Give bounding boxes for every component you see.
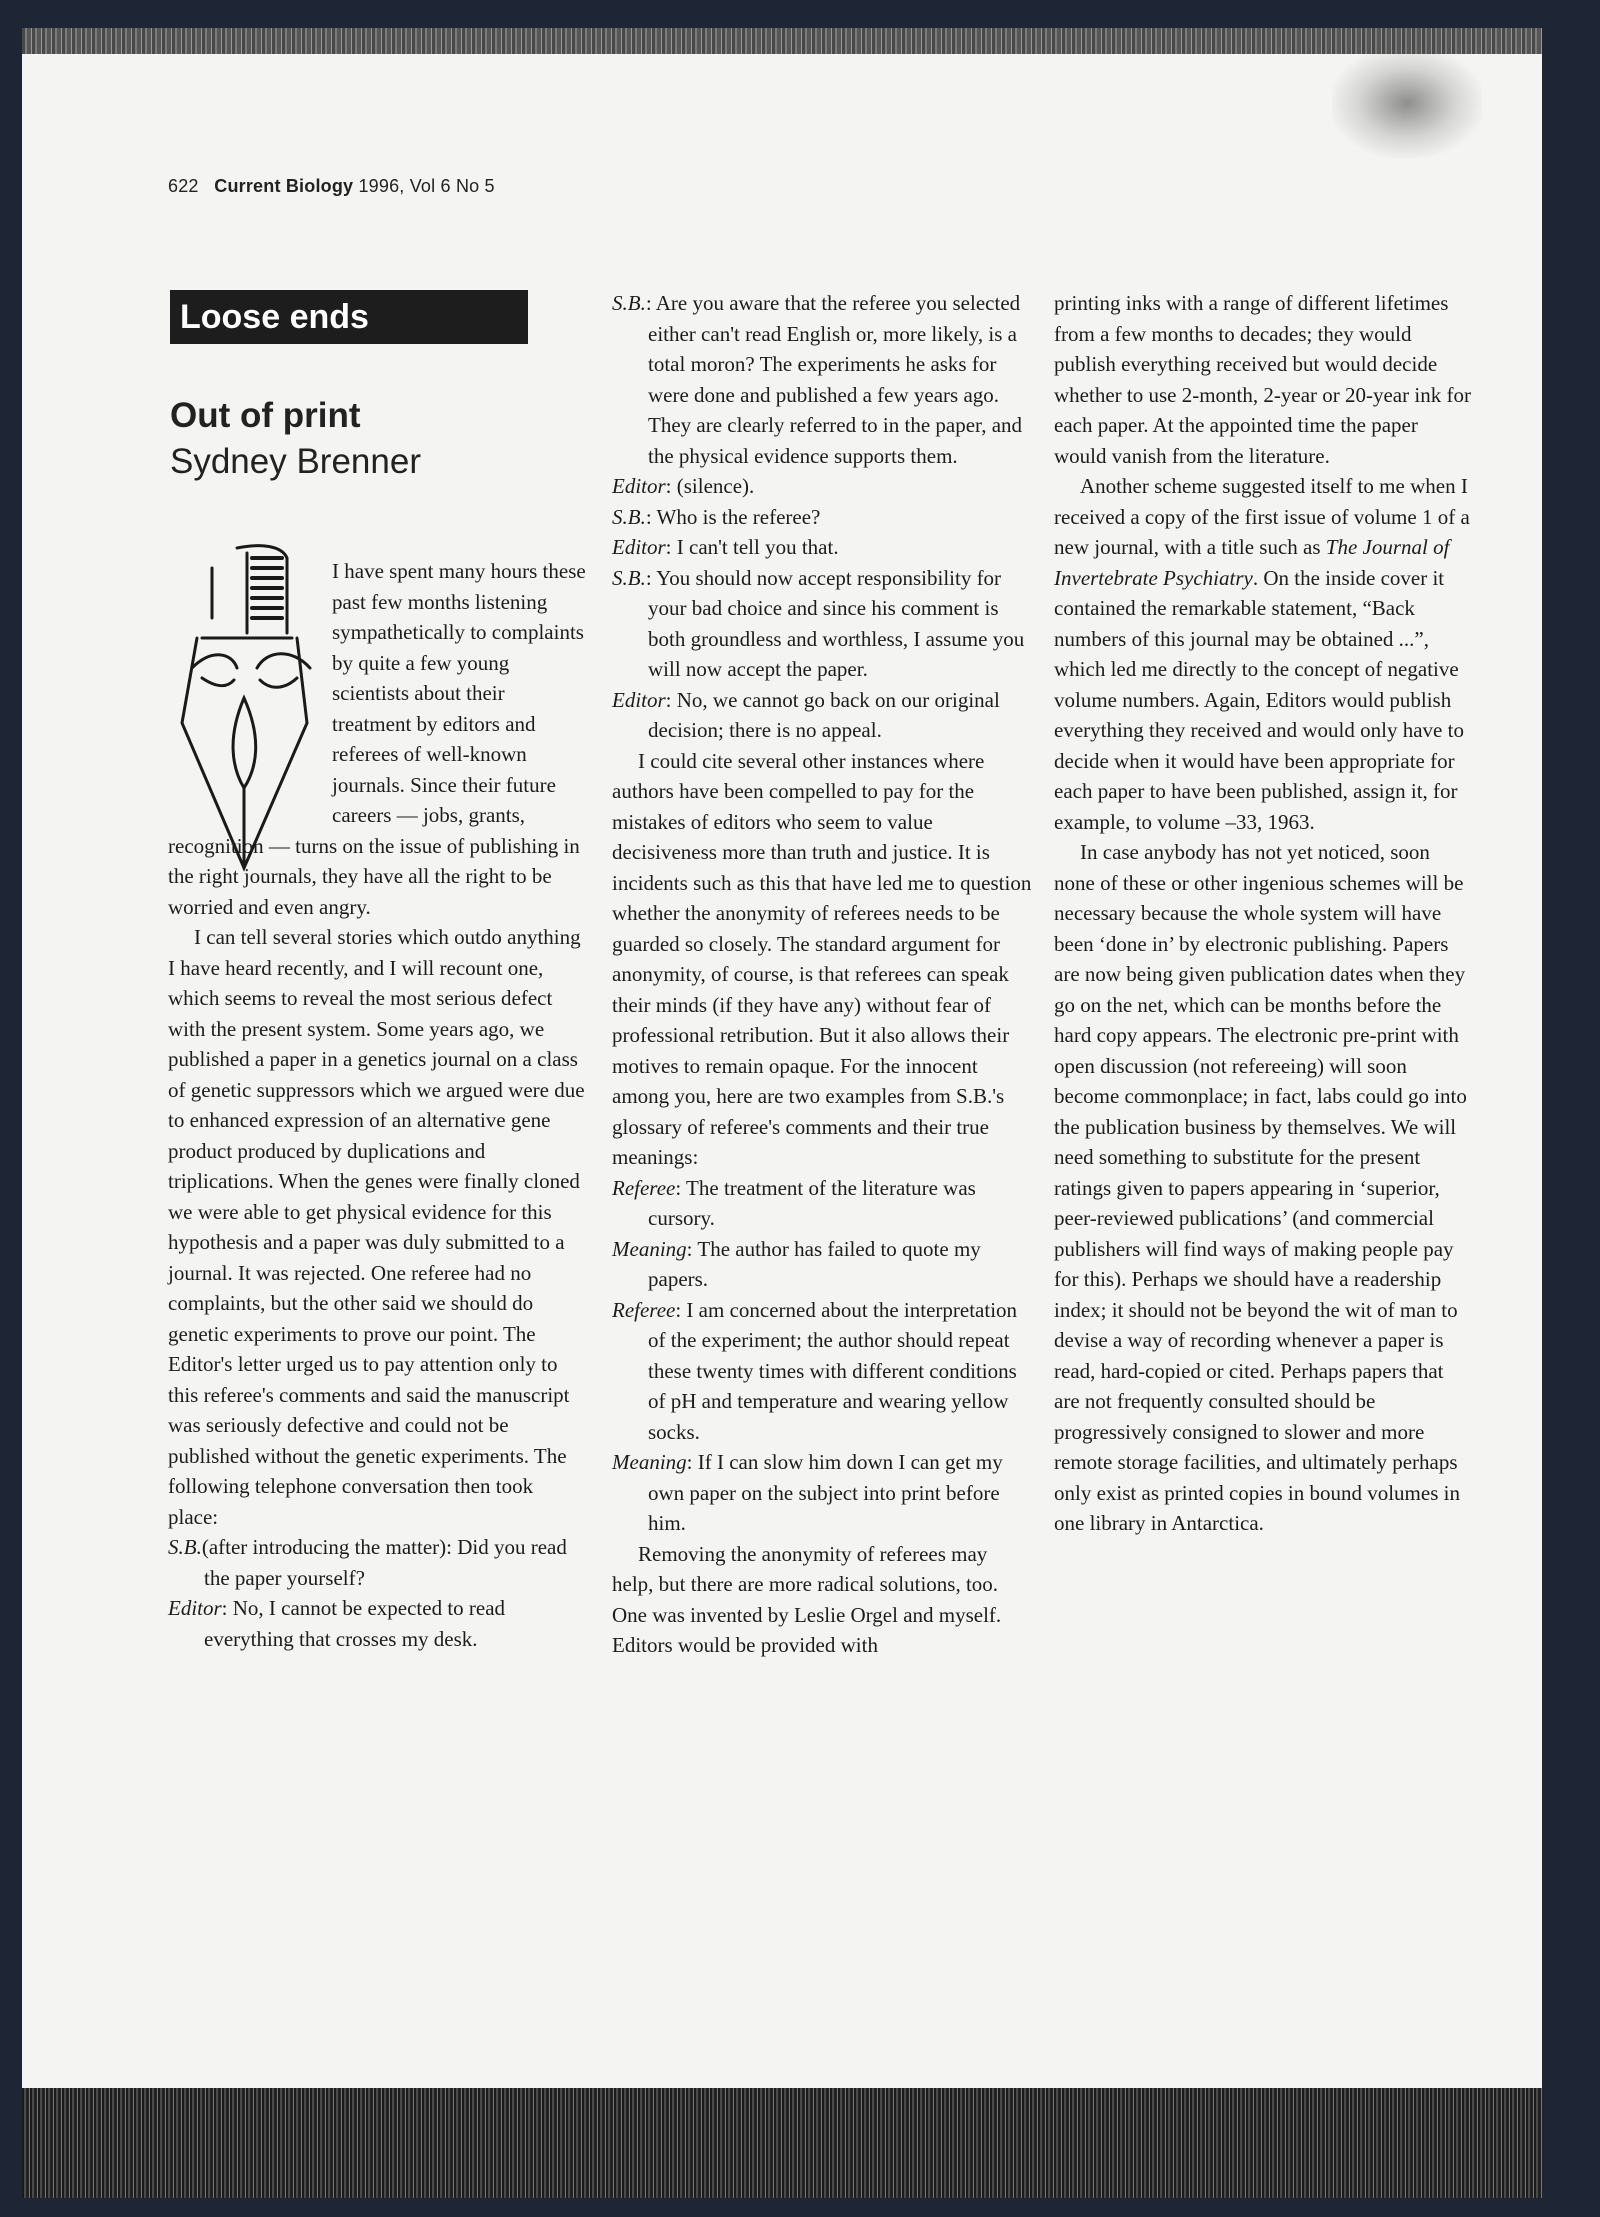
column-2 [612, 288, 1032, 1661]
journal-name: Current Biology [214, 176, 354, 196]
section-label: Loose ends [170, 290, 528, 344]
dialogue-line: Editor: (silence). [612, 474, 755, 498]
paragraph: I can tell several stories which outdo anything I have heard recently, and I will recount one, which seems to reveal the most serious defect with the present system. Some years ago, we published a paper in a genetics journal on a class of genetic suppressors which we argued were due to enhanced expression of an alternative gene product produced by duplications and triplications. When the genes were finally cloned we were able to get physical evidence for this hypothesis and a paper was duly submitted to a journal. It was rejected. One referee had no complaints, but the other said we should do genetic experiments to prove our point. The Editor's letter urged us to pay attention only to this referee's comments and said the manuscript was seriously defective and could not be published without the genetic experiments. The following telephone conversation then took place: [168, 925, 585, 1529]
dialogue-line: S.B.: Are you aware that the referee you selected either can't read English or, more likely, is a total moron? The experiments he asks for were done and published a few years ago. They are clearly referred to in the paper, and the physical evidence supports them. [612, 291, 1023, 468]
paragraph: Another scheme suggested itself to me when I received a copy of the first issue of volume 1 of a new journal, with a title such as The Journal of Invertebrate Psychiatry. On the inside cover it contained the remarkable statement, “Back numbers of this journal may be obtained ...”, which led me directly to the concept of negative volume numbers. Again, Editors would publish everything they received and would only have to decide when it would have been appropriate for each paper to have been published, assign it, for example, to volume –33, 1963. [1054, 474, 1470, 834]
page-number: 622 [168, 176, 199, 196]
scan-edge-top [22, 28, 1542, 54]
paragraph: Removing the anonymity of referees may help, but there are more radical solutions, too. One was invented by Leslie Orgel and myself. Editors would be provided with [612, 1541, 1002, 1657]
scan-edge-bottom [22, 2088, 1542, 2198]
paragraph: In case anybody has not yet noticed, soon none of these or other ingenious schemes will be necessary because the whole system will have been ‘done in’ by electronic publishing. Papers are now being given publication dates when they go on the net, which can be months before the hard copy appears. The electronic pre-print with open discussion (not refereeing) will soon become commonplace; in fact, labs could go into the publication business by themselves. We will need something to substitute for the present ratings given to papers appearing in ‘superior, peer-reviewed publications’ (and commercial publishers will find ways of making people pay for this). Perhaps we should have a readership index; it should not be beyond the wit of man to devise a way of recording whenever a paper is read, hard-copied or cited. Perhaps papers that are not frequently consulted should be progressively consigned to slower and more remote storage facilities, and ultimately perhaps only exist as printed copies in bound volumes in one library in Antarctica. [1054, 840, 1467, 1535]
glossary-entry: Meaning: The author has failed to quote my papers. [612, 1236, 981, 1291]
running-header [168, 176, 495, 197]
glossary-entry: Referee: The treatment of the literature was cursory. [612, 1175, 976, 1230]
scan-smudge [1332, 48, 1482, 158]
dialogue-line: S.B.(after introducing the matter): Did you read the paper yourself? [168, 1535, 567, 1590]
paragraph: printing inks with a range of different lifetimes from a few months to decades; they would publish everything received but would decide whether to use 2-month, 2-year or 20-year ink for each paper. At the appointed time the paper would vanish from the literature. [1054, 291, 1471, 468]
article-author: Sydney Brenner [170, 442, 421, 481]
dialogue-line: S.B.: Who is the referee? [612, 504, 821, 529]
opening-paragraph: I have spent many hours these past few months listening sympathetically to complaints by quite a few young scientists about their treatment by editors and referees of well-known journals. Since their future careers — jobs, grants, [332, 559, 586, 827]
column-3 [1054, 288, 1474, 1539]
dialogue-line: Editor: I can't tell you that. [612, 535, 839, 559]
paragraph-continuation: recognition — turns on the issue of publishing in the right journals, they have all the right to be worried and even angry. [168, 833, 580, 919]
dialogue-line: S.B.: You should now accept responsibility for your bad choice and since his comment is both groundless and worthless, I assume you will now accept the paper. [612, 565, 1025, 681]
column-1 [168, 556, 588, 1654]
dialogue-line: Editor: No, I cannot be expected to read everything that crosses my desk. [168, 1596, 506, 1651]
glossary-entry: Meaning: If I can slow him down I can get my own paper on the subject into print before him. [612, 1450, 1003, 1535]
glossary-entry: Referee: I am concerned about the interpretation of the experiment; the author should repeat these twenty times with different conditions of pH and temperature and wearing yellow socks. [612, 1297, 1018, 1444]
journal-title-italic: The Journal of Invertebrate Psychiatry [1054, 535, 1450, 590]
article-title: Out of print [170, 396, 361, 435]
dialogue-line: Editor: No, we cannot go back on our original decision; there is no appeal. [612, 687, 1000, 742]
issue-info: 1996, Vol 6 No 5 [358, 176, 495, 196]
paragraph: I could cite several other instances where authors have been compelled to pay for the mistakes of editors who seem to value decisiveness more than truth and justice. It is incidents such as this that have led me to question whether the anonymity of referees needs to be guarded so closely. The standard argument for anonymity, of course, is that referees can speak their minds (if they have any) without fear of professional retribution. But it also allows their motives to remain opaque. For the innocent among you, here are two examples from S.B.'s glossary of referee's comments and their true meanings: [612, 748, 1032, 1169]
paper-sheet [22, 28, 1542, 2198]
